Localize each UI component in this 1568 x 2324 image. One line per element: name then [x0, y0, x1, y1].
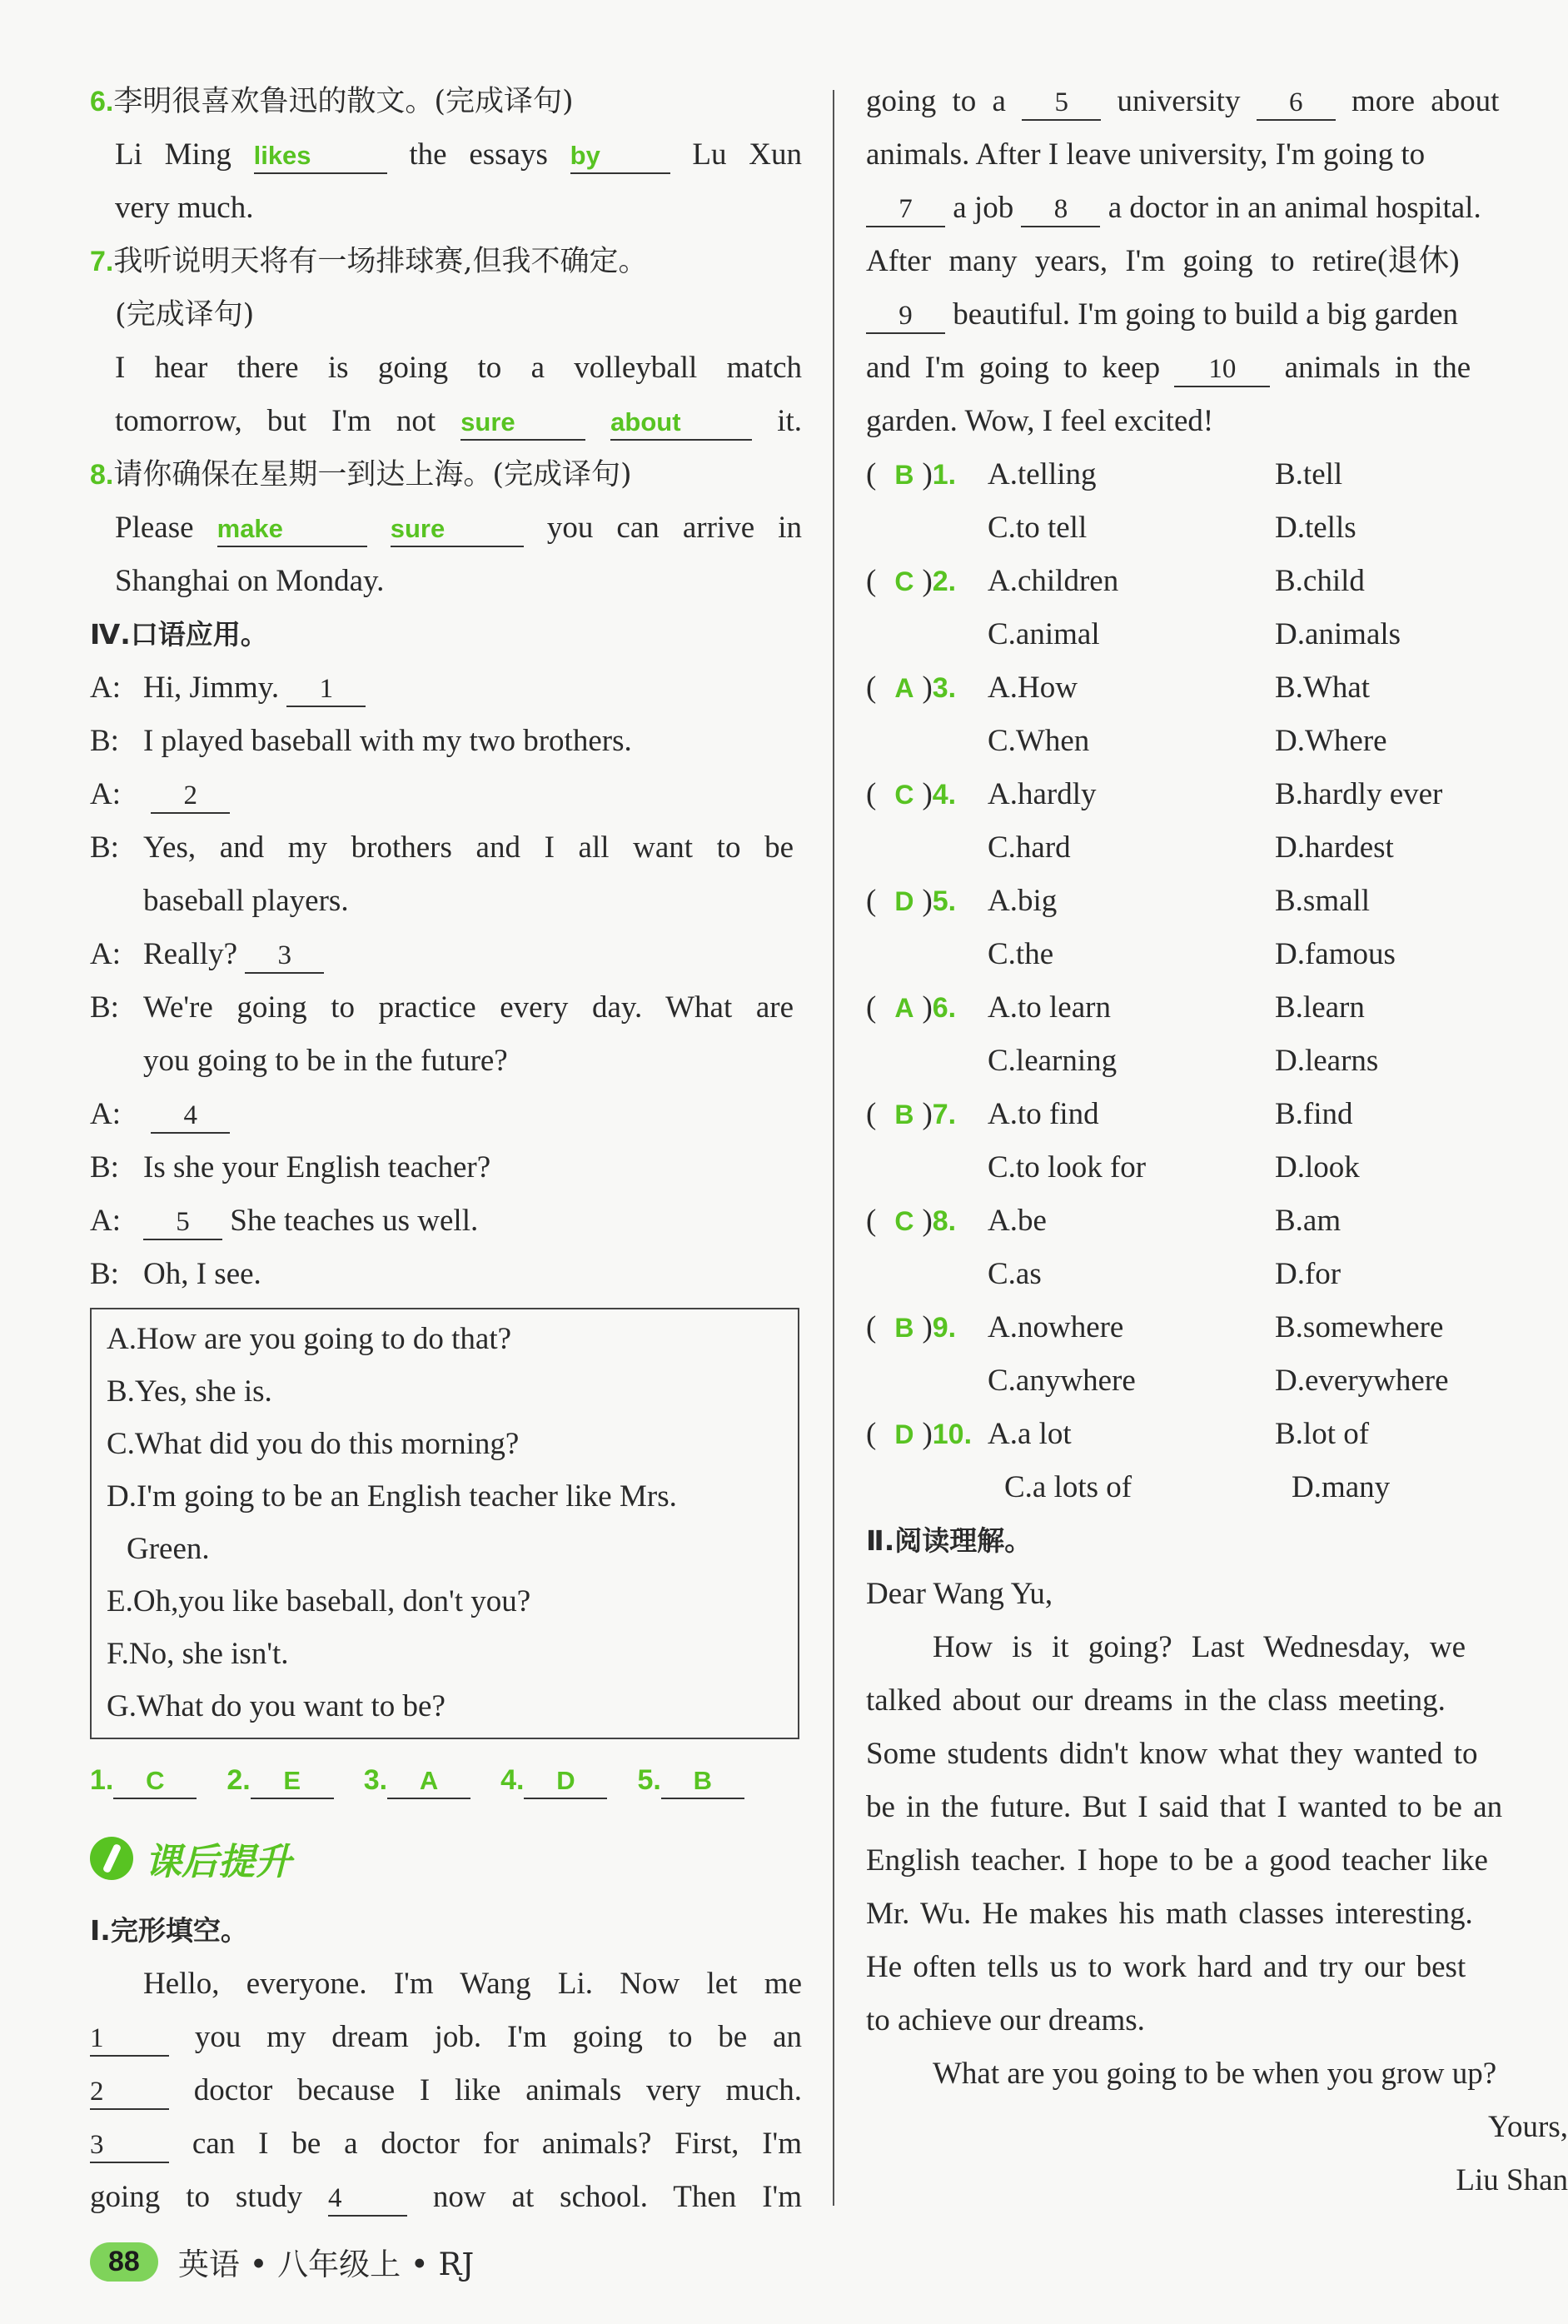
q6-line-2 — [90, 182, 802, 235]
option-item: F.No, she isn't. — [107, 1637, 289, 1671]
cloze-text-3: doctor because I like animals very much. — [193, 2073, 802, 2107]
mc-answer: B — [894, 460, 914, 490]
cloze-text-1: Hello, everyone. I'm Wang Li. Now let me — [143, 1967, 802, 2001]
mc-answer: D — [894, 886, 914, 916]
dialog-text: I played baseball with my two brothers. — [143, 724, 632, 758]
mc-option-b: B.child — [1275, 564, 1365, 598]
section-banner — [90, 1813, 802, 1904]
letter-question: What are you going to be when you grow up? — [933, 2057, 1497, 2091]
q6-text-2: the essays — [409, 137, 548, 172]
mc-option-c: C.anywhere — [988, 1364, 1136, 1398]
mc-option-row — [866, 715, 1568, 768]
answer-blank[interactable] — [251, 1763, 334, 1799]
dialog-speaker: A: — [90, 777, 121, 811]
dialog-line — [90, 821, 802, 875]
mc-answer: C — [894, 1206, 914, 1236]
mc-question-row — [866, 661, 1568, 715]
q7-prompt-2: (完成译句) — [115, 298, 255, 332]
q8-line-1 — [90, 501, 802, 555]
q7-text-3: it. — [777, 404, 802, 438]
q7-prompt: 我听说明天将有一场排球赛,但我不确定。 — [113, 245, 648, 278]
q6-text-3: Lu Xun — [692, 137, 802, 172]
answer-number: 5. — [637, 1764, 661, 1796]
dialog-speaker: B: — [90, 1257, 119, 1291]
dialog-speaker: B: — [90, 1150, 119, 1184]
mc-option-c: C.learning — [988, 1044, 1118, 1078]
cloze-r-text-1c: more about — [1351, 84, 1500, 118]
q6-prompt: 李明很喜欢鲁迅的散文。(完成译句) — [113, 85, 574, 118]
mc-number: 4. — [932, 779, 957, 810]
dialog-line — [90, 661, 802, 715]
q8-number: 8. — [90, 459, 114, 491]
q6-answer-2: by — [570, 141, 600, 170]
dialog-line — [90, 715, 802, 768]
mc-number: 5. — [932, 885, 957, 917]
mc-answer-paren[interactable]: ( D ) 5. — [866, 875, 988, 928]
mc-answer-paren[interactable]: ( C ) 4. — [866, 768, 988, 821]
dialog-answers — [90, 1751, 802, 1809]
answer-item — [364, 1751, 470, 1809]
mc-option-a: A.children — [988, 564, 1119, 598]
q7-text-1: I hear there is going to a volleyball match — [115, 351, 802, 385]
cloze-text-5a: going to study — [90, 2180, 303, 2214]
mc-option-a: A.How — [988, 671, 1078, 705]
mc-option-b: B.hardly ever — [1275, 777, 1443, 811]
q7-text-2: tomorrow, but I'm not — [115, 404, 436, 438]
mc-answer: A — [894, 673, 914, 703]
options-list — [107, 1313, 783, 1733]
q7-line-2 — [90, 395, 802, 448]
answer-number: 1. — [90, 1764, 114, 1796]
q8-prompt: 请你确保在星期一到达上海。(完成译句) — [113, 458, 632, 491]
mc-question-row — [866, 448, 1568, 501]
dialog-text: baseball players. — [143, 884, 349, 918]
mc-option-a: A.to find — [988, 1097, 1099, 1131]
answer-value: B — [693, 1766, 712, 1795]
mc-option-d: D.Where — [1275, 724, 1387, 758]
mc-answer-paren[interactable]: ( B ) 9. — [866, 1301, 988, 1354]
cloze-r-text-3a: a job — [953, 191, 1014, 225]
q7-number: 7. — [90, 246, 114, 277]
letter-line: talked about our dreams in the class meeting. — [866, 1683, 1446, 1718]
dialog-speaker: B: — [90, 990, 119, 1025]
cloze-blank-6[interactable]: 6 — [1257, 86, 1336, 121]
answer-number: 3. — [363, 1764, 388, 1796]
letter-line: He often tells us to work hard and try our best — [866, 1950, 1466, 1984]
cloze-right-line-6 — [866, 342, 1568, 395]
mc-answer: B — [894, 1313, 914, 1343]
mc-option-d: D.many — [1292, 1470, 1391, 1504]
mc-option-b: B.learn — [1275, 990, 1365, 1025]
dialog-speaker: A: — [90, 937, 121, 971]
mc-option-row — [866, 1354, 1568, 1408]
answer-value: D — [556, 1766, 575, 1795]
mc-option-row — [866, 1461, 1568, 1514]
letter-line: Some students didn't know what they wanted to — [866, 1737, 1478, 1771]
mc-option-row — [866, 928, 1568, 981]
option-item: D.I'm going to be an English teacher like Mrs. — [107, 1479, 677, 1514]
q6-text-4: very much. — [115, 191, 254, 225]
letter-name-line — [866, 2154, 1568, 2207]
letter-closing: Yours, — [1488, 2110, 1568, 2144]
dialog-speaker: B: — [90, 830, 119, 865]
dialog-blank[interactable]: 1 — [286, 672, 366, 707]
cloze-r-text-7: garden. Wow, I feel excited! — [866, 404, 1214, 438]
mc-answer-paren[interactable]: ( B ) 7. — [866, 1088, 988, 1141]
mc-option-a: A.be — [988, 1204, 1047, 1238]
mc-option-c: C.to look for — [988, 1150, 1147, 1184]
dialog-text: She teaches us well. — [230, 1204, 479, 1238]
option-item: Green. — [127, 1532, 210, 1566]
q7-prompt-line — [90, 235, 802, 288]
mc-answer: C — [894, 780, 914, 810]
mc-option-a: A.big — [988, 884, 1058, 918]
mc-option-a: A.hardly — [988, 777, 1097, 811]
dialog-speaker: B: — [90, 724, 119, 758]
answer-item — [637, 1751, 744, 1809]
section-1-heading — [90, 1904, 802, 1957]
mc-answer-paren[interactable]: ( A ) 6. — [866, 981, 988, 1035]
mc-option-d: D.look — [1275, 1150, 1360, 1184]
cloze-text-2: you my dream job. I'm going to be an — [194, 2020, 802, 2054]
cloze-right-line-3 — [866, 182, 1568, 235]
dialog-text: Hi, Jimmy. — [143, 671, 280, 705]
mc-number: 9. — [932, 1312, 957, 1344]
cloze-right-line-5 — [866, 288, 1568, 342]
mc-answer-paren[interactable]: ( C ) 2. — [866, 555, 988, 608]
banner-title: 课后提升 — [145, 1841, 291, 1883]
mc-option-b: B.find — [1275, 1097, 1353, 1131]
q8-line-2 — [90, 555, 802, 608]
page-number: 88 — [90, 2242, 158, 2282]
mc-option-c: C.to tell — [988, 511, 1088, 545]
dialog-line — [90, 1035, 802, 1088]
mc-option-c: C.as — [988, 1257, 1042, 1291]
cloze-line-3 — [90, 2064, 802, 2117]
letter-line: English teacher. I hope to be a good teacher like — [866, 1843, 1488, 1878]
dialog-blank[interactable]: 2 — [151, 779, 230, 814]
letter-line: Mr. Wu. He makes his math classes interesting. — [866, 1897, 1473, 1931]
q6-line-1 — [90, 128, 802, 182]
mc-option-b: B.small — [1275, 884, 1371, 918]
cloze-r-text-1b: university — [1117, 84, 1241, 118]
q8-text-1: Please — [115, 511, 194, 545]
mc-option-c: C.the — [988, 937, 1054, 971]
mc-option-row — [866, 1141, 1568, 1194]
answer-number: 4. — [500, 1764, 525, 1796]
q6-blank-2[interactable] — [570, 138, 670, 174]
letter-closing-line — [866, 2101, 1568, 2154]
mc-option-b: B.am — [1275, 1204, 1342, 1238]
mc-number: 2. — [932, 566, 957, 597]
mc-option-a: A.nowhere — [988, 1310, 1124, 1344]
cloze-text-5b: now at school. Then I'm — [432, 2180, 802, 2214]
option-item: B.Yes, she is. — [107, 1374, 272, 1409]
mc-question-row — [866, 875, 1568, 928]
dialog-text: you going to be in the future? — [143, 1044, 508, 1078]
cloze-blank-4[interactable]: 4 — [328, 2182, 407, 2217]
cloze-right-line-7 — [866, 395, 1568, 448]
option-item: E.Oh,you like baseball, don't you? — [107, 1584, 531, 1618]
answer-item — [500, 1751, 607, 1809]
answer-value: A — [419, 1766, 439, 1795]
q8-prompt-line — [90, 448, 802, 501]
mc-option-row — [866, 1035, 1568, 1088]
mc-option-d: D.for — [1275, 1257, 1342, 1291]
mc-option-a: A.a lot — [988, 1417, 1072, 1451]
letter-greeting — [866, 1568, 1568, 1621]
dialog-text: Oh, I see. — [143, 1257, 261, 1291]
mc-option-a: A.to learn — [988, 990, 1111, 1025]
q8-blank-2[interactable] — [391, 511, 524, 547]
cloze-blank-7[interactable]: 7 — [866, 192, 945, 227]
dialog-text: Is she your English teacher? — [143, 1150, 491, 1184]
cloze-r-text-6b: animals in the — [1284, 351, 1471, 385]
q7-blank-2[interactable] — [610, 405, 752, 441]
dialog-line — [90, 981, 802, 1035]
cloze-blank-5[interactable]: 5 — [1022, 86, 1101, 121]
answer-number: 2. — [226, 1764, 251, 1796]
cloze-right-line-4 — [866, 235, 1568, 288]
answer-value: E — [283, 1766, 301, 1795]
right-column — [866, 75, 1568, 2207]
q6-text-1: Li Ming — [115, 137, 231, 172]
mc-option-b: B.tell — [1275, 457, 1343, 491]
cloze-blank-8[interactable]: 8 — [1021, 192, 1100, 227]
cloze-r-text-6a: and I'm going to keep — [866, 351, 1161, 385]
mc-number: 7. — [932, 1099, 957, 1130]
cloze-blank-3[interactable]: 3 — [90, 2128, 169, 2163]
letter-line: be in the future. But I said that I wanted to be an — [866, 1790, 1503, 1824]
cloze-text-4: can I be a doctor for animals? First, I'm — [192, 2127, 803, 2161]
cloze-blank-9[interactable]: 9 — [866, 299, 945, 334]
letter-greeting-text: Dear Wang Yu, — [866, 1577, 1053, 1611]
mc-question-row — [866, 555, 1568, 608]
q7-answer-2: about — [610, 407, 681, 436]
left-column — [90, 75, 802, 2224]
options-box — [90, 1308, 799, 1739]
mc-answer: A — [894, 993, 914, 1023]
cloze-r-text-4: After many years, I'm going to retire(退休) — [866, 244, 1460, 278]
mc-answer-paren[interactable]: ( C ) 8. — [866, 1194, 988, 1248]
answer-item — [226, 1751, 333, 1809]
mc-option-b: B.lot of — [1275, 1417, 1370, 1451]
pen-icon — [90, 1837, 133, 1880]
q7-answer-1: sure — [460, 407, 515, 436]
section-2-heading — [866, 1514, 1568, 1568]
option-item: C.What did you do this morning? — [107, 1427, 520, 1461]
mc-answer-paren[interactable]: ( D ) 10. — [866, 1408, 988, 1461]
q6-blank-1[interactable] — [254, 138, 387, 174]
mc-answer-paren[interactable]: ( B ) 1. — [866, 448, 988, 501]
dialog-text: Really? — [143, 937, 238, 971]
q7-line-1 — [90, 342, 802, 395]
mc-option-b: B.What — [1275, 671, 1371, 705]
dialog-text: Yes, and my brothers and I all want to be — [143, 830, 794, 865]
mc-question-row — [866, 768, 1568, 821]
cloze-line-1 — [90, 1957, 802, 2011]
q8-answer-1: make — [217, 514, 283, 543]
mc-answer: B — [894, 1100, 914, 1130]
mc-option-d: D.tells — [1275, 511, 1356, 545]
dialog-speaker: A: — [90, 671, 121, 705]
dialog-line — [90, 875, 802, 928]
mc-option-row — [866, 501, 1568, 555]
answer-blank[interactable] — [387, 1763, 470, 1799]
mc-question-row — [866, 981, 1568, 1035]
letter-line: How is it going? Last Wednesday, we — [933, 1630, 1466, 1664]
dialog-speaker: A: — [90, 1097, 121, 1131]
page-footer — [90, 2239, 474, 2284]
dialog-line — [90, 928, 802, 981]
footer-text: 英语 • 八年级上 • RJ — [177, 2247, 475, 2282]
mc-option-a: A.telling — [988, 457, 1097, 491]
multiple-choice-list — [866, 448, 1568, 1514]
dialog-blank[interactable]: 3 — [245, 939, 324, 974]
mc-number: 10. — [932, 1419, 973, 1450]
dialog-speaker: A: — [90, 1204, 121, 1238]
q7-prompt-line-2 — [90, 288, 802, 342]
mc-answer: D — [894, 1419, 914, 1449]
answer-blank[interactable] — [661, 1763, 744, 1799]
q8-answer-2: sure — [390, 514, 446, 543]
letter-line: to achieve our dreams. — [866, 2003, 1145, 2037]
dialog-text: We're going to practice every day. What are — [143, 990, 794, 1025]
mc-option-row — [866, 1248, 1568, 1301]
cloze-r-text-5: beautiful. I'm going to build a big garden — [953, 297, 1459, 332]
section-1-title: Ⅰ.完形填空。 — [90, 1914, 248, 1947]
letter-signature: Liu Shan — [1456, 2163, 1568, 2197]
mc-option-c: C.animal — [988, 617, 1100, 651]
cloze-line-4 — [90, 2117, 802, 2171]
mc-option-row — [866, 821, 1568, 875]
mc-option-d: D.everywhere — [1275, 1364, 1449, 1398]
cloze-line-5 — [90, 2171, 802, 2224]
mc-number: 3. — [932, 672, 957, 704]
mc-number: 6. — [932, 992, 957, 1024]
dialog-line — [90, 1141, 802, 1194]
mc-option-b: B.somewhere — [1275, 1310, 1444, 1344]
mc-option-c: C.a lots of — [1004, 1470, 1132, 1504]
mc-option-c: C.hard — [988, 830, 1071, 865]
section-2-title: Ⅱ.阅读理解。 — [866, 1524, 1033, 1557]
answer-item — [90, 1751, 197, 1809]
cloze-r-text-2: animals. After I leave university, I'm going to — [866, 137, 1426, 172]
q6-number: 6. — [90, 86, 114, 117]
mc-question-row — [866, 1408, 1568, 1461]
dialog-line — [90, 1088, 802, 1141]
cloze-line-2 — [90, 2011, 802, 2064]
answer-blank[interactable] — [524, 1763, 607, 1799]
cloze-right-line-2 — [866, 128, 1568, 182]
mc-answer-paren[interactable]: ( A ) 3. — [866, 661, 988, 715]
mc-option-c: C.When — [988, 724, 1090, 758]
mc-option-d: D.famous — [1275, 937, 1396, 971]
q8-text-3: Shanghai on Monday. — [115, 564, 385, 598]
cloze-blank-2[interactable]: 2 — [90, 2075, 169, 2110]
dialog-line — [90, 768, 802, 821]
option-item: G.What do you want to be? — [107, 1689, 446, 1723]
section-4-title: Ⅳ.口语应用。 — [90, 618, 268, 651]
cloze-right-line-1 — [866, 75, 1568, 128]
mc-question-row — [866, 1301, 1568, 1354]
mc-option-d: D.learns — [1275, 1044, 1379, 1078]
dialog-line — [90, 1194, 802, 1248]
q7-blank-1[interactable] — [460, 405, 585, 441]
mc-number: 8. — [932, 1205, 957, 1237]
q6-prompt-line — [90, 75, 802, 128]
mc-number: 1. — [932, 459, 957, 491]
cloze-r-text-1a: going to a — [866, 84, 1006, 118]
q6-answer-1: likes — [253, 141, 311, 170]
column-divider — [833, 90, 834, 2206]
letter-body — [866, 1621, 1568, 2047]
option-item: A.How are you going to do that? — [107, 1322, 512, 1356]
dialog-line — [90, 1248, 802, 1301]
mc-question-row — [866, 1088, 1568, 1141]
answer-blank[interactable] — [113, 1763, 197, 1799]
dialog-blank[interactable]: 4 — [151, 1099, 230, 1134]
cloze-blank-10[interactable]: 10 — [1174, 352, 1270, 387]
mc-question-row — [866, 1194, 1568, 1248]
section-4-heading — [90, 608, 802, 661]
mc-answer: C — [894, 566, 914, 596]
dialog — [90, 661, 802, 1301]
mc-option-row — [866, 608, 1568, 661]
mc-option-d: D.animals — [1275, 617, 1401, 651]
q8-text-2: you can arrive in — [546, 511, 802, 545]
mc-option-d: D.hardest — [1275, 830, 1394, 865]
dialog-blank[interactable]: 5 — [143, 1205, 222, 1240]
cloze-r-text-3b: a doctor in an animal hospital. — [1108, 191, 1481, 225]
letter-question-line — [866, 2047, 1568, 2101]
q8-blank-1[interactable] — [217, 511, 367, 547]
answer-value: C — [146, 1766, 165, 1795]
cloze-blank-1[interactable]: 1 — [90, 2022, 169, 2057]
